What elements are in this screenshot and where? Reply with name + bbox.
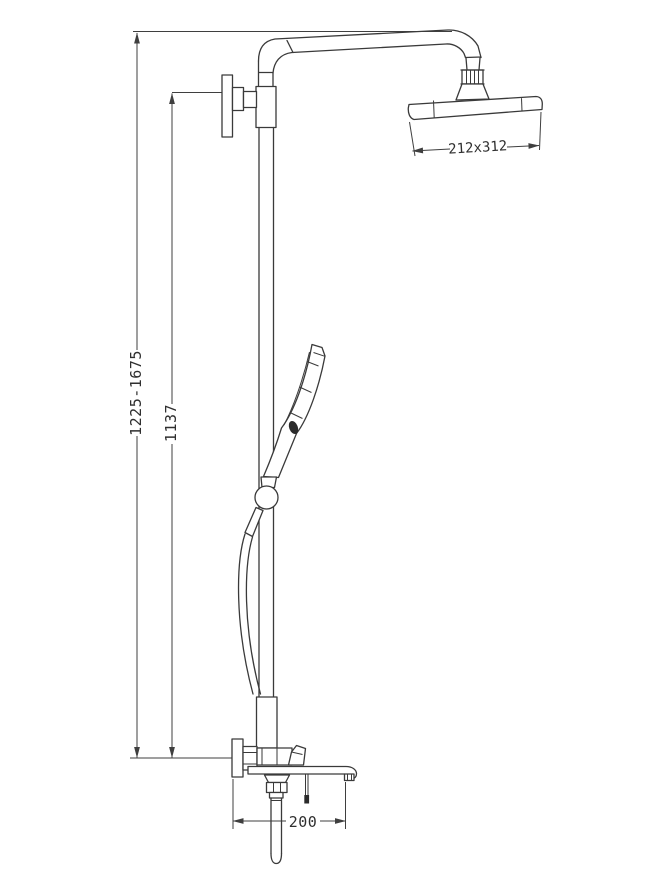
shower-arm — [259, 30, 490, 100]
wall-bracket — [222, 75, 257, 137]
shower-hose — [239, 534, 261, 694]
bracket-neck — [244, 92, 257, 108]
diverter-rod — [305, 775, 309, 804]
dimension-overall-height — [127, 32, 452, 758]
outlet-cone — [265, 775, 290, 783]
arm-joint-line-right — [466, 57, 482, 58]
hand-shower — [261, 345, 325, 488]
upper-sleeve — [256, 87, 276, 128]
head-size-label: 212x312 — [447, 138, 508, 158]
spout-length-label: 200 — [288, 813, 318, 831]
connector-nut — [461, 70, 484, 84]
overhead-shower-head — [408, 97, 542, 120]
arm-joint-line — [287, 41, 293, 53]
lower-sleeve — [257, 697, 278, 748]
upper-tube — [259, 61, 274, 87]
pole-tube — [259, 128, 274, 698]
extension-line-right — [540, 112, 542, 150]
outlet-neck — [270, 793, 284, 799]
hose-connector — [245, 508, 263, 537]
outlet-nut — [267, 783, 288, 793]
mixer-valve — [232, 739, 357, 864]
outlet-hose — [271, 798, 282, 864]
spout-aerator — [345, 774, 355, 781]
slider-holder-knob — [255, 486, 278, 509]
wall-flange-top — [222, 75, 233, 137]
mount-height-label: 1137 — [162, 403, 180, 443]
connector-neck — [466, 58, 480, 70]
riser-pole — [256, 61, 277, 748]
bracket-arm — [233, 88, 244, 111]
dimension-spout-length — [233, 779, 346, 831]
head-corner-tick-left — [434, 101, 435, 118]
connector-cone — [456, 84, 489, 100]
tub-spout — [248, 767, 357, 781]
overall-height-label: 1225-1675 — [127, 350, 145, 436]
head-corner-tick-right — [522, 98, 523, 111]
dimension-mount-height — [162, 93, 222, 758]
wall-flange-bottom — [232, 739, 243, 777]
